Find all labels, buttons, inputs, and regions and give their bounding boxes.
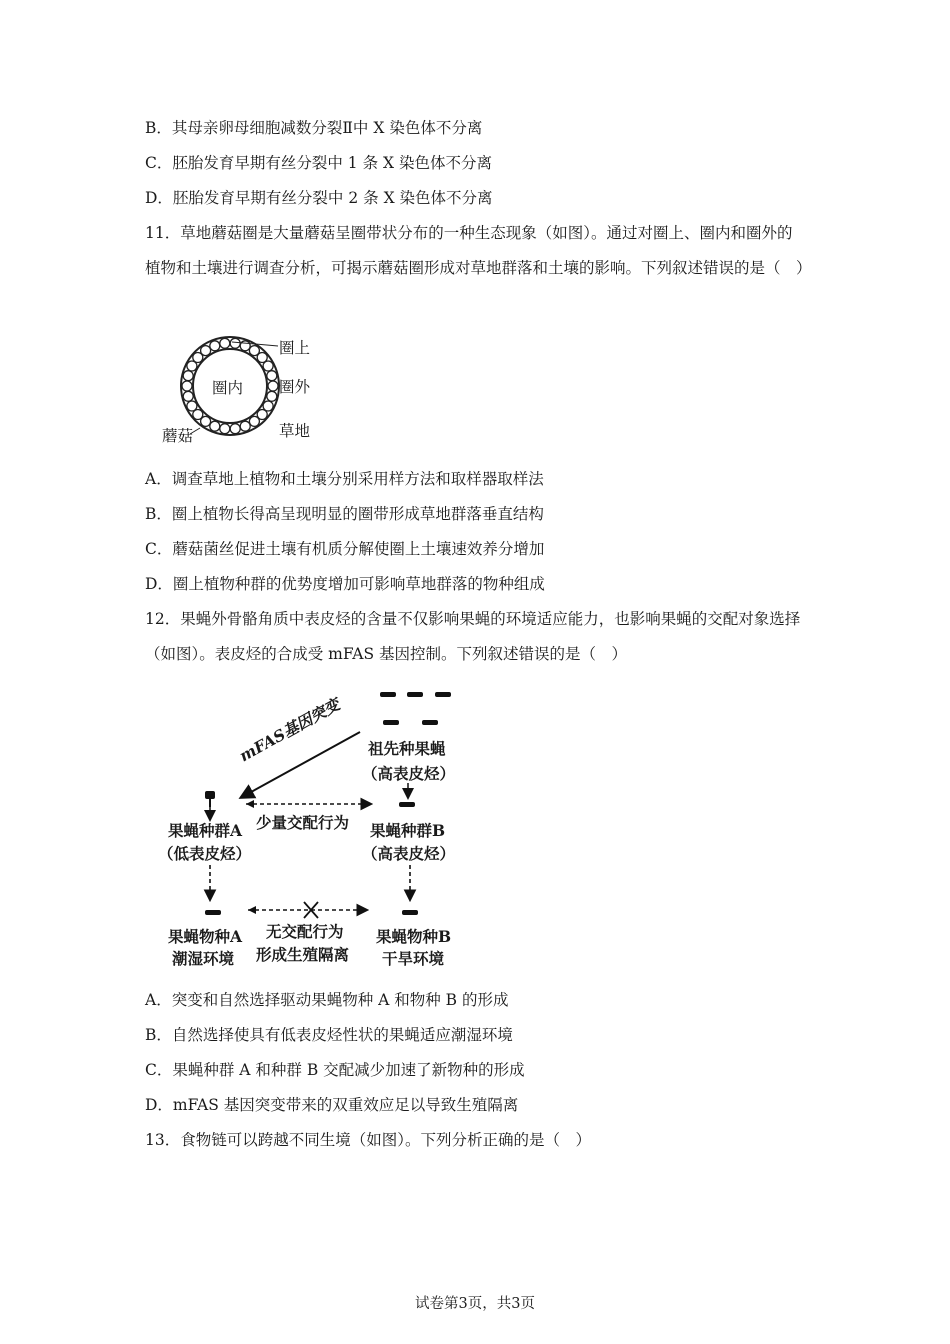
ancestor-flies-icon — [380, 692, 451, 725]
mushroom-bead — [267, 371, 277, 381]
q12-option-d: D．mFAS 基因突变带来的双重效应足以导致生殖隔离 — [145, 1096, 519, 1114]
label-little-mating: 少量交配行为 — [256, 813, 350, 832]
mushroom-bead — [263, 361, 273, 371]
label-on-ring: 圈上 — [279, 339, 311, 357]
label-popA: 果蝇种群A — [168, 821, 243, 840]
label-inside-ring: 圈内 — [212, 379, 244, 397]
mushroom-bead — [183, 371, 193, 381]
q11-option-b: B．圈上植物长得高呈现明显的圈带形成草地群落垂直结构 — [145, 505, 544, 523]
mushroom-bead — [220, 424, 230, 434]
label-mushroom: 蘑菇 — [162, 427, 194, 445]
q10-option-b: B．其母亲卵母细胞减数分裂Ⅱ中 X 染色体不分离 — [145, 119, 483, 137]
fly-popA-icon — [205, 791, 215, 807]
label-isolation: 形成生殖隔离 — [256, 945, 350, 964]
q12-stem: 12．果蝇外骨骼角质中表皮烃的含量不仅影响果蝇的环境适应能力，也影响果蝇的交配对象选择（如图）。表皮烃的合成受 mFAS 基因控制。下列叙述错误的是（ ） — [145, 610, 801, 663]
mushroom-bead — [210, 421, 220, 431]
mushroom-bead — [187, 401, 197, 411]
q11-option-c: C．蘑菇菌丝促进土壤有机质分解使圈上土壤速效养分增加 — [145, 540, 545, 558]
label-outside-ring: 圈外 — [279, 378, 311, 396]
q12-option-b: B．自然选择使具有低表皮烃性状的果蝇适应潮湿环境 — [145, 1026, 513, 1044]
label-popB-sub: （高表皮烃） — [362, 844, 456, 863]
label-mutation: mFAS基因突变 — [235, 694, 343, 766]
fly-popB-icon — [399, 802, 415, 807]
fly-speciesA-icon — [205, 910, 221, 915]
mushroom-bead — [201, 346, 211, 356]
mushroom-bead — [220, 338, 230, 348]
label-speciesB: 果蝇物种B — [376, 927, 452, 946]
q12-option-a: A．突变和自然选择驱动果蝇物种 A 和物种 B 的形成 — [145, 991, 509, 1009]
mushroom-bead — [249, 416, 259, 426]
mushroom-bead — [230, 338, 240, 348]
q10-option-c: C．胚胎发育早期有丝分裂中 1 条 X 染色体不分离 — [145, 154, 492, 172]
q11-option-d: D．圈上植物种群的优势度增加可影响草地群落的物种组成 — [145, 575, 545, 593]
q13-stem: 13．食物链可以跨越不同生境（如图）。下列分析正确的是（ ） — [145, 1131, 591, 1149]
mushroom-bead — [183, 391, 193, 401]
mushroom-bead — [240, 341, 250, 351]
mushroom-bead — [240, 421, 250, 431]
label-speciesA: 果蝇物种A — [168, 927, 243, 946]
mushroom-bead — [268, 381, 278, 391]
label-ancestor: 祖先种果蝇 — [368, 739, 446, 758]
label-speciesA-env: 潮湿环境 — [172, 949, 235, 968]
label-popB: 果蝇种群B — [370, 821, 446, 840]
q11-stem: 11．草地蘑菇圈是大量蘑菇呈圈带状分布的一种生态现象（如图）。通过对圈上、圈内和圈外的植物和土壤进行调查分析，可揭示蘑菇圈形成对草地群落和土壤的影响。下列叙述错误的是（ ） — [145, 224, 812, 277]
label-no-mating: 无交配行为 — [266, 922, 344, 941]
mushroom-ring-figure — [150, 330, 330, 450]
fly-speciesB-icon — [402, 910, 418, 915]
q10-option-d: D．胚胎发育早期有丝分裂中 2 条 X 染色体不分离 — [145, 189, 493, 207]
mushroom-bead — [182, 381, 192, 391]
page-footer: 试卷第3页，共3页 — [415, 1296, 535, 1312]
label-popA-sub: （低表皮烃） — [158, 844, 252, 863]
fruitfly-speciation-figure — [150, 685, 480, 970]
mushroom-bead — [230, 424, 240, 434]
mushroom-bead — [267, 391, 277, 401]
label-speciesB-env: 干旱环境 — [382, 949, 445, 968]
mushroom-bead — [210, 341, 220, 351]
label-grassland: 草地 — [279, 422, 311, 440]
q12-option-c: C．果蝇种群 A 和种群 B 交配减少加速了新物种的形成 — [145, 1061, 525, 1079]
q11-option-a: A．调查草地上植物和土壤分别采用样方法和取样器取样法 — [145, 470, 544, 488]
label-ancestor-sub: （高表皮烃） — [362, 764, 456, 783]
